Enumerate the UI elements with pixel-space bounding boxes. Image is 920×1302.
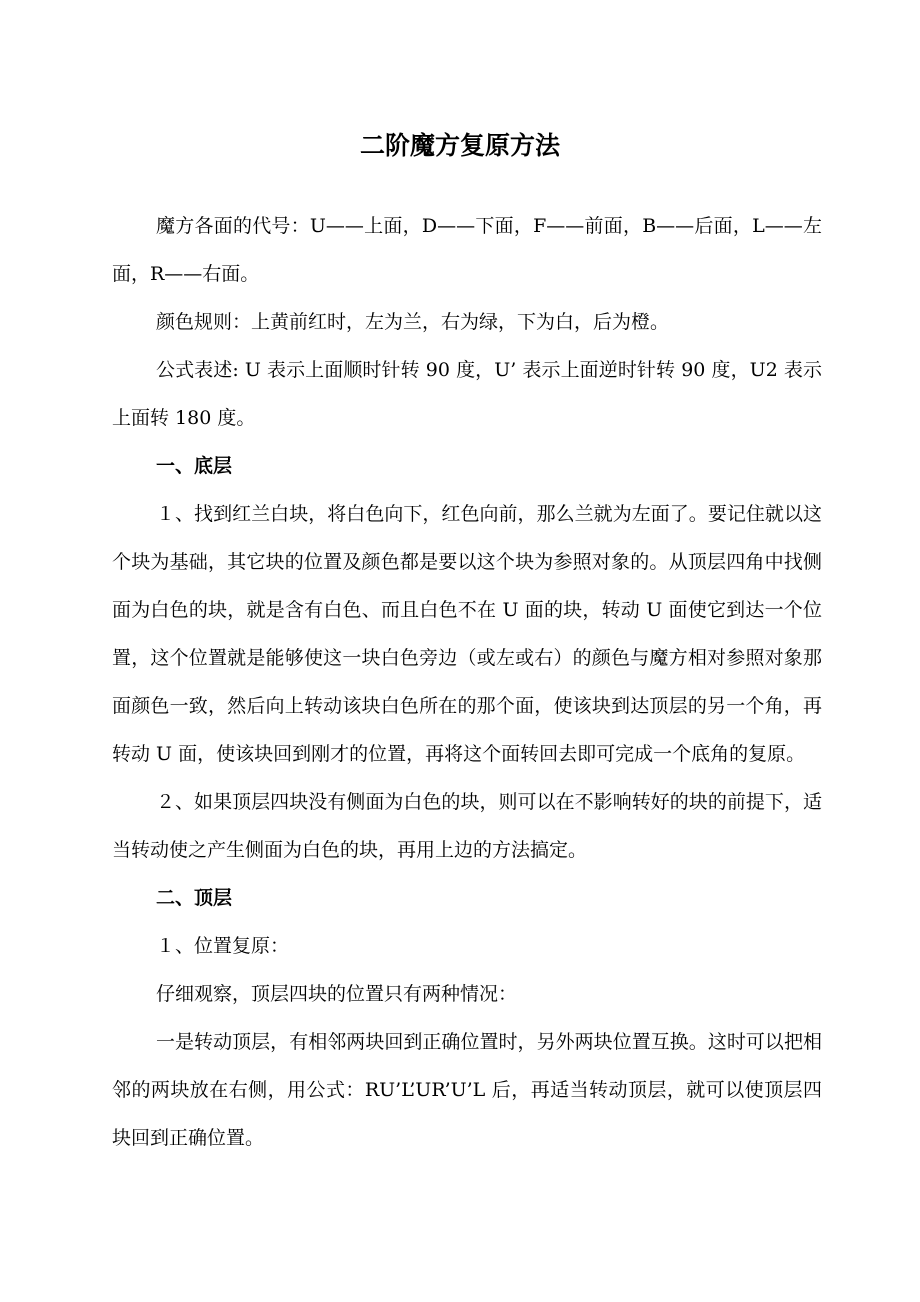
- paragraph-top-case-1: 一是转动顶层，有相邻两块回到正确位置时，另外两块位置互换。这时可以把相邻的两块放在右侧，用公式：RU’L’UR’U’L 后，再适当转动顶层，就可以使顶层四块回到正确位置。: [112, 1031, 822, 1149]
- paragraph-top-step-1: １、位置复原：: [156, 935, 290, 957]
- paragraph-formula-notation: 公式表述: U 表示上面顺时针转 90 度，U’ 表示上面逆时针转 90 度，U2 表示上面转 180 度。: [112, 359, 822, 429]
- section-heading-top-layer: 二、顶层: [156, 887, 233, 909]
- paragraph-top-observe: 仔细观察，顶层四块的位置只有两种情况：: [156, 983, 518, 1005]
- paragraph-face-codes: 魔方各面的代号：U——上面，D——下面，F——前面，B——后面，L——左面，R——右面。: [112, 215, 822, 285]
- paragraph-bottom-step-2: ２、如果顶层四块没有侧面为白色的块，则可以在不影响转好的块的前提下，适当转动使之产生侧面为白色的块，再用上边的方法搞定。: [112, 791, 822, 861]
- document-body: [112, 202, 822, 1162]
- section-heading-bottom-layer: 一、底层: [156, 455, 233, 477]
- paragraph-bottom-step-1: １、找到红兰白块，将白色向下，红色向前，那么兰就为左面了。要记住就以这个块为基础，其它块的位置及颜色都是要以这个块为参照对象的。从顶层四角中找侧面为白色的块，就是含有白色、而且白色不在 U 面的块，转动 U 面使它到达一个位置，这个位置就是能够使这一块白色旁边（或左或右）的颜色与魔方相对参照对象那面颜色一致，然后向上转动该块白色所在的那个面，使该块到达顶层的另一个角，再转动 U 面，使该块回到刚才的位置，再将这个面转回去即可完成一个底角的复原。: [112, 503, 822, 765]
- paragraph-color-rules: 颜色规则：上黄前红时，左为兰，右为绿，下为白，后为橙。: [156, 311, 670, 333]
- document-title: 二阶魔方复原方法: [359, 131, 560, 160]
